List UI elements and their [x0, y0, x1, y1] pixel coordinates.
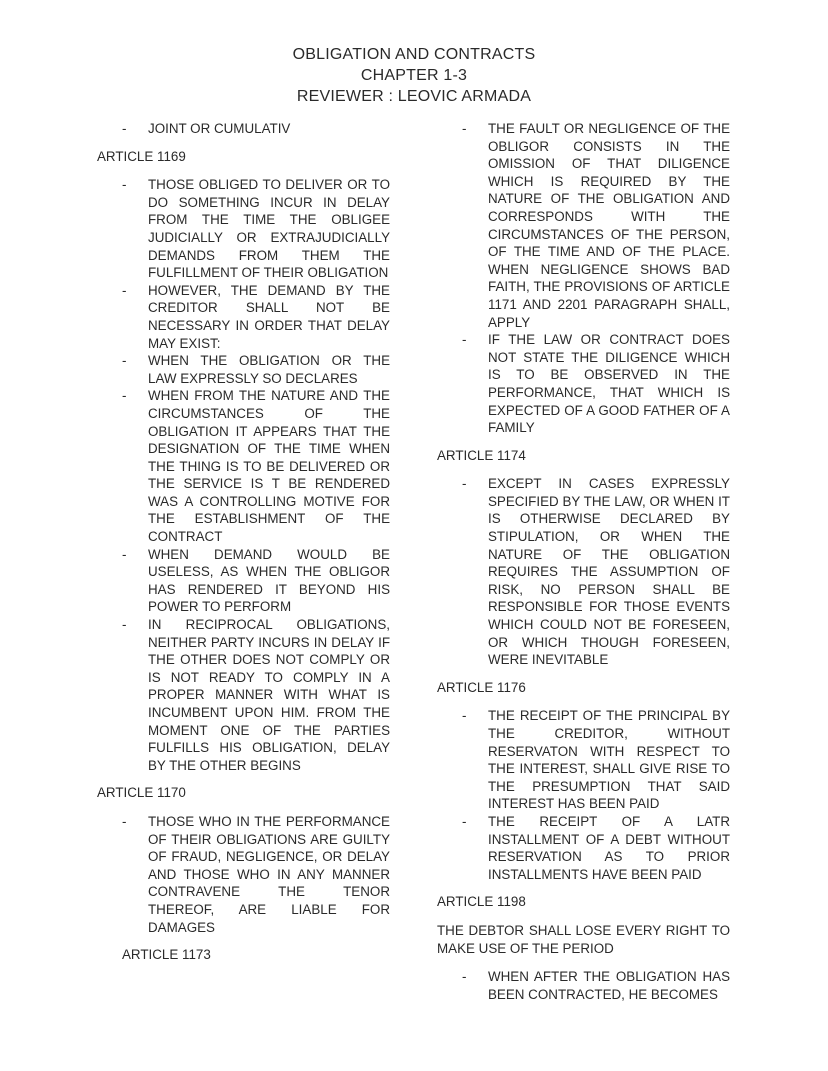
bullet-dash-icon: - [462, 332, 467, 348]
article-heading-1169: ARTICLE 1169 [97, 148, 186, 164]
bullet-text: EXCEPT IN CASES EXPRESSLY SPECIFIED BY THE LAW, OR WHEN IT IS OTHERWISE DECLARED BY STIPULATION, OR WHEN THE NATURE OF THE OBLIGATION REQUIRES THE ASSUMPTION OF RISK, NO PERSON SHALL BE RESPONSIBLE FOR THOSE EVENTS WHICH COULD NOT BE FORESEEN, OR WHICH THOUGH FORESEEN, WERE INEVITABLE [488, 476, 730, 668]
bullet-item [97, 616, 390, 774]
bullet-dash-icon: - [462, 969, 467, 985]
bullet-item [437, 331, 730, 437]
article-heading-1198: ARTICLE 1198 [437, 894, 526, 910]
column-right [437, 120, 730, 1003]
document-title [0, 0, 828, 107]
bullet-item [437, 968, 730, 1003]
article-heading-1176: ARTICLE 1176 [437, 679, 526, 695]
bullet-text: IF THE LAW OR CONTRACT DOES NOT STATE THE DILIGENCE WHICH IS TO BE OBSERVED IN THE PERFORMANCE, THAT WHICH IS EXPECTED OF A GOOD FATHER OF A FAMILY [488, 332, 730, 436]
bullet-item [97, 387, 390, 545]
bullet-text: THE RECEIPT OF A LATR INSTALLMENT OF A DEBT WITHOUT RESERVATION AS TO PRIOR INSTALLMENTS HAVE BEEN PAID [488, 813, 730, 882]
bullet-dash-icon: - [122, 813, 127, 829]
bullet-dash-icon: - [122, 177, 127, 193]
bullet-dash-icon: - [462, 813, 467, 829]
bullet-dash-icon: - [122, 282, 127, 298]
bullet-dash-icon: - [122, 546, 127, 562]
bullet-item [97, 546, 390, 616]
article-heading-1170: ARTICLE 1170 [97, 785, 186, 801]
bullet-dash-icon: - [462, 476, 467, 492]
title-line-2: CHAPTER 1-3 [360, 67, 468, 84]
bullet-item [97, 813, 390, 936]
bullet-item [97, 352, 390, 387]
bullet-text: IN RECIPROCAL OBLIGATIONS, NEITHER PARTY INCURS IN DELAY IF THE OTHER DOES NOT COMPLY OR IS NOT READY TO COMPLY IN A PROPER MANNER WITH WHAT IS INCUMBENT UPON HIM. FROM THE MOMENT ONE OF THE PARTIES FULFILLS HIS OBLIGATION, DELAY BY THE OTHER BEGINS [148, 617, 390, 773]
bullet-dash-icon: - [462, 121, 467, 136]
bullet-dash-icon: - [462, 708, 467, 724]
bullet-item [97, 120, 390, 138]
bullet-text: THE FAULT OR NEGLIGENCE OF THE OBLIGOR CONSISTS IN THE OMISSION OF THAT DILIGENCE WHICH IS REQUIRED BY THE NATURE OF THE OBLIGATION AND CORRESPONDS WITH THE CIRCUMSTANCES OF THE PERSON, OF THE TIME AND OF THE PLACE. WHEN NEGLIGENCE SHOWS BAD FAITH, THE PROVISIONS OF ARTICLE 1171 AND 2201 PARAGRAPH SHALL, APPLY [488, 121, 730, 330]
bullet-text: WHEN DEMAND WOULD BE USELESS, AS WHEN THE OBLIGOR HAS RENDERED IT BEYOND HIS POWER TO PERFORM [148, 546, 390, 615]
bullet-text: WHEN FROM THE NATURE AND THE CIRCUMSTANCES OF THE OBLIGATION IT APPEARS THAT THE DESIGNATION OF THE TIME WHEN THE THING IS TO BE DELIVERED OR THE SERVICE IS T BE RENDERED WAS A CONTROLLING MOTIVE FOR THE ESTABLISHMENT OF THE CONTRACT [148, 388, 390, 545]
article-heading-1174: ARTICLE 1174 [437, 447, 526, 463]
article-1198-intro: THE DEBTOR SHALL LOSE EVERY RIGHT TO MAKE USE OF THE PERIOD [437, 922, 730, 956]
bullet-text: THE RECEIPT OF THE PRINCIPAL BY THE CREDITOR, WITHOUT RESERVATON WITH RESPECT TO THE INTEREST, SHALL GIVE RISE TO THE PRESUMPTION THAT SAID INTEREST HAS BEEN PAID [488, 708, 730, 812]
two-column-layout [97, 120, 730, 1003]
bullet-dash-icon: - [122, 121, 127, 136]
title-line-3: REVIEWER : LEOVIC ARMADA [296, 88, 532, 105]
bullet-text: WHEN THE OBLIGATION OR THE LAW EXPRESSLY SO DECLARES [148, 353, 390, 386]
bullet-dash-icon: - [122, 617, 127, 633]
bullet-item [437, 813, 730, 883]
bullet-text: HOWEVER, THE DEMAND BY THE CREDITOR SHALL NOT BE NECESSARY IN ORDER THAT DELAY MAY EXIST: [148, 282, 390, 351]
article-heading-1173: ARTICLE 1173 [122, 947, 211, 963]
bullet-item [97, 282, 390, 352]
bullet-text: THOSE WHO IN THE PERFORMANCE OF THEIR OBLIGATIONS ARE GUILTY OF FRAUD, NEGLIGENCE, OR DELAY AND THOSE WHO IN ANY MANNER CONTRAVENE THE TENOR THEREOF, ARE LIABLE FOR DAMAGES [148, 813, 390, 935]
title-line-1: OBLIGATION AND CONTRACTS [292, 46, 536, 63]
bullet-text: WHEN AFTER THE OBLIGATION HAS BEEN CONTRACTED, HE BECOMES [488, 969, 730, 1002]
bullet-item [437, 475, 730, 669]
bullet-item [97, 176, 390, 282]
bullet-dash-icon: - [122, 353, 127, 369]
bullet-item [437, 120, 730, 331]
bullet-text: JOINT OR CUMULATIV [148, 121, 291, 136]
bullet-text: THOSE OBLIGED TO DELIVER OR TO DO SOMETHING INCUR IN DELAY FROM THE TIME THE OBLIGEE JUDICIALLY OR EXTRAJUDICIALLY DEMANDS FROM THEM THE FULFILLMENT OF THEIR OBLIGATION [148, 177, 390, 281]
bullet-dash-icon: - [122, 388, 127, 404]
column-left [97, 120, 390, 1003]
bullet-item [437, 707, 730, 813]
